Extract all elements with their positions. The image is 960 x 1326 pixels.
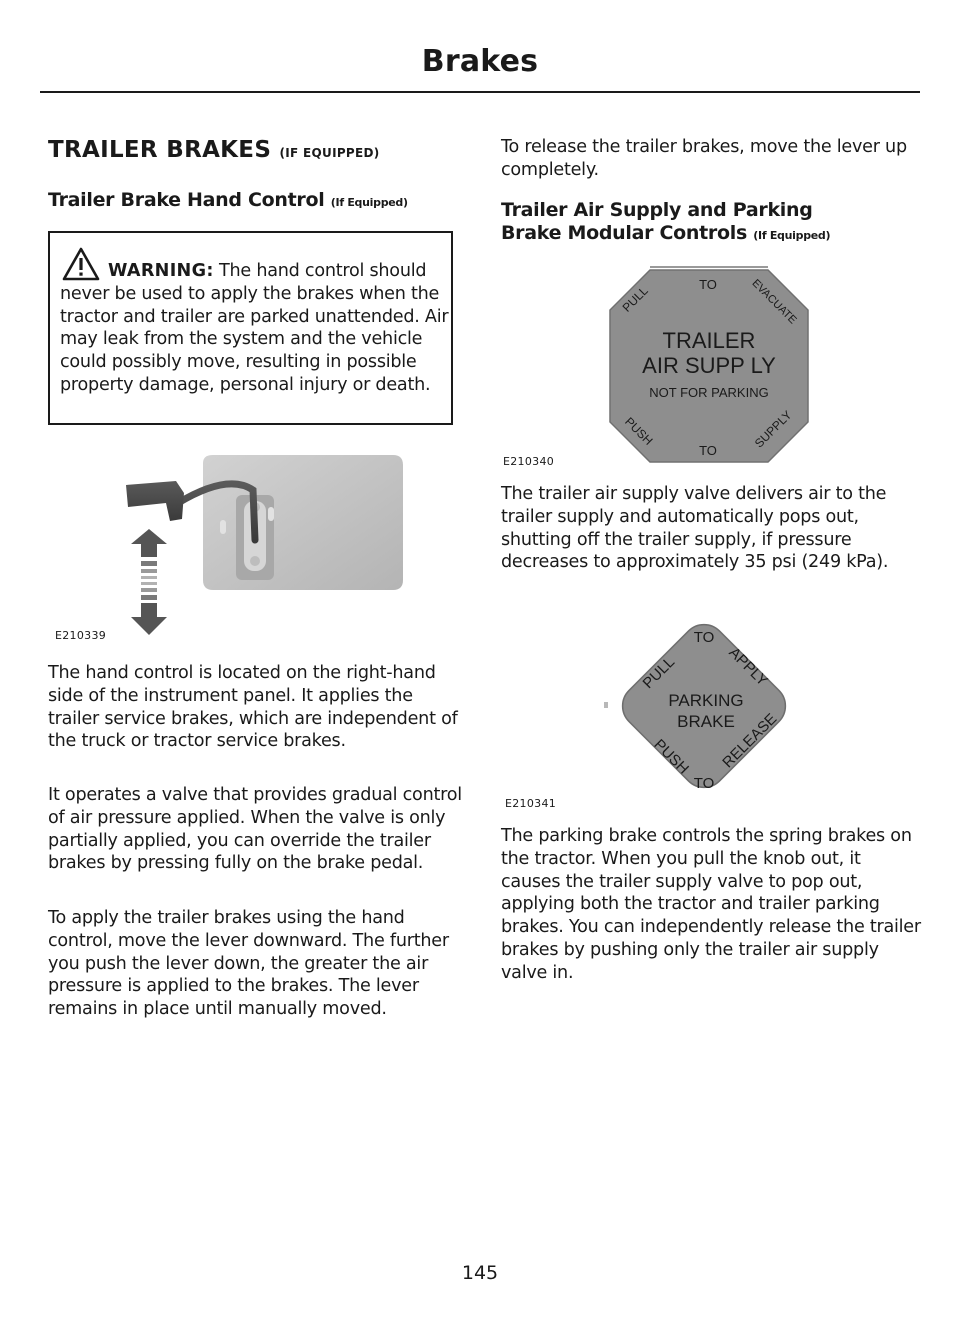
knob2-pull: PULL — [639, 653, 679, 693]
paragraph-parking-brake: The parking brake controls the spring brakes on the tractor. When you pull the knob out, it causes the trailer supply valve to pop out, applying both the tractor and trailer parking brakes. You can independently release the trailer brakes by pushing only the trailer air supply valve in. — [501, 826, 921, 983]
paragraph-location: The hand control is located on the right-hand side of the instrument panel. It applies the trailer service brakes, which are independent of the truck or tractor service brakes. — [48, 663, 458, 752]
figure-code: E210339 — [55, 629, 107, 642]
subsection-title-line2: Brake Modular Controls — [501, 222, 747, 244]
subsection-title: Trailer Brake Hand Control — [48, 189, 325, 211]
knob1-label-air-supply: AIR SUPP LY — [642, 353, 776, 378]
subsection-title-line1: Trailer Air Supply and Parking — [501, 199, 813, 221]
knob1-evacuate: EVACUATE — [749, 277, 799, 327]
knob2-to-bottom: TO — [693, 775, 715, 792]
paragraph-apply: To apply the trailer brakes using the hand control, move the lever downward. The further you push the lever down, the greater the air pressure is applied to the brakes. The lever remains in place until manually moved. — [48, 908, 449, 1020]
paragraph-operation: It operates a valve that provides gradual control of air pressure applied. When the valve is only partially applied, you can override the trailer brakes by pressing fully on the brake pedal. — [48, 785, 462, 874]
section-heading — [48, 137, 380, 163]
subsection-qualifier: (If Equipped) — [753, 229, 831, 242]
knob2-apply: APPLY — [725, 644, 771, 690]
paragraph-air-supply: The trailer air supply valve delivers air to the trailer supply and automatically pops out, shutting off the trailer supply, if pressure decreases to approximately 35 psi (249 kPa). — [501, 484, 889, 573]
knob1-label-trailer: TRAILER — [662, 328, 756, 353]
knob1-label-not-for-parking: NOT FOR PARKING — [649, 385, 769, 400]
subsection-heading-modular-controls — [501, 199, 921, 247]
figure-code: E210341 — [505, 797, 557, 810]
up-down-arrow-icon — [131, 529, 167, 635]
knob1-to-bottom: TO — [699, 443, 717, 458]
knob2-push: PUSH — [650, 736, 692, 778]
knob1-to-top: TO — [699, 277, 717, 292]
knob1-push: PUSH — [622, 414, 656, 448]
warning-box — [48, 231, 453, 425]
page-number: 145 — [461, 1262, 499, 1284]
subsection-qualifier: (If Equipped) — [330, 196, 408, 209]
section-title: TRAILER BRAKES — [48, 137, 272, 163]
knob2-to-top: TO — [693, 629, 715, 646]
warning-text: The hand control should never be used to apply the brakes when the tractor and trailer are parked unattended. Air may leak from the system and the vehicle could possibly move, resulting in possible property damage, personal injury or death. — [60, 261, 449, 395]
figure-code: E210340 — [503, 455, 555, 468]
warning-text-block — [60, 260, 452, 397]
page-title: Brakes — [421, 44, 539, 79]
header-divider — [40, 91, 920, 93]
subsection-heading-hand-control — [48, 189, 468, 214]
warning-label: WARNING: — [108, 261, 214, 281]
trailer-air-supply-knob-illustration — [600, 262, 820, 468]
knob1-pull: PULL — [619, 283, 651, 315]
knob2-label-parking: PARKING — [668, 691, 744, 710]
hand-control-illustration — [48, 445, 458, 650]
knob2-label-brake: BRAKE — [677, 712, 735, 731]
section-qualifier: (IF EQUIPPED) — [279, 146, 380, 160]
knob1-supply: SUPPLY — [751, 407, 795, 451]
knob2-release: RELEASE — [719, 710, 781, 772]
parking-brake-knob-illustration — [600, 610, 810, 810]
paragraph-release: To release the trailer brakes, move the lever up completely. — [501, 137, 907, 180]
